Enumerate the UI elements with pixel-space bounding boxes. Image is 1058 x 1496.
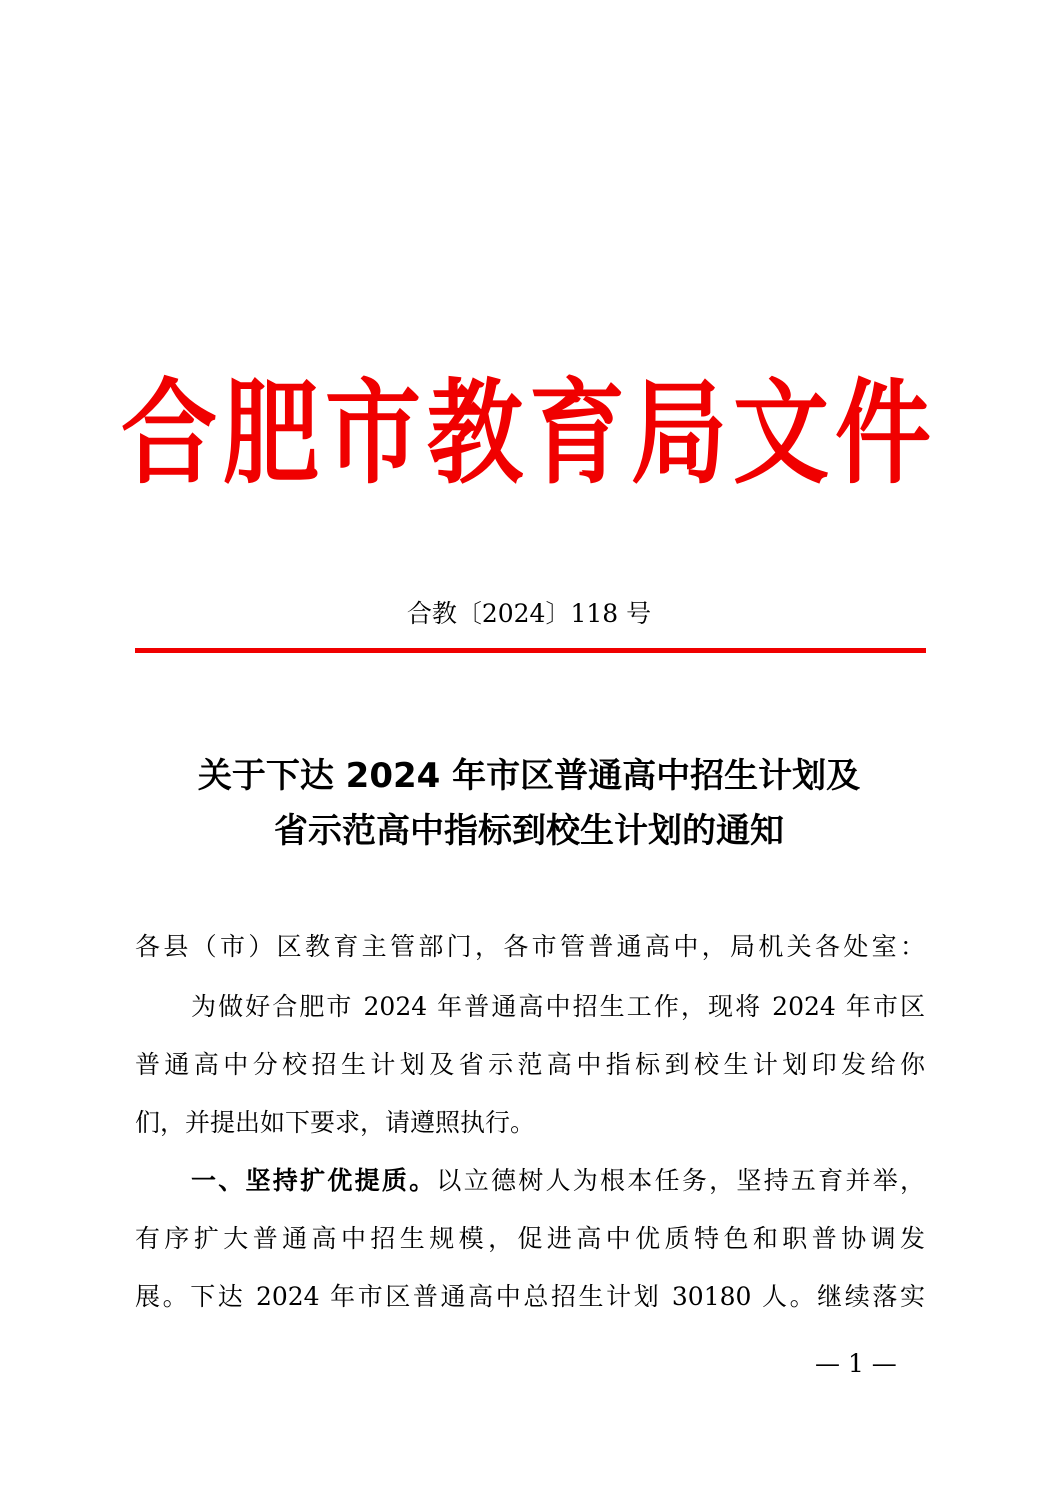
paragraph-2-line-1-text: 以立德树人为根本任务，坚持五育并举， [436, 1166, 925, 1195]
page-number: — 1 — [815, 1349, 897, 1378]
document-number: 合教〔2024〕118 号 [406, 599, 652, 628]
paragraph-1-line-3: 们，并提出如下要求，请遵照执行。 [135, 1108, 536, 1137]
paragraph-1-line-2: 普通高中分校招生计划及省示范高中指标到校生计划印发给你 [135, 1050, 925, 1079]
section-heading-1: 一、坚持扩优提质。 [191, 1166, 437, 1195]
salutation: 各县（市）区教育主管部门，各市管普通高中，局机关各处室： [135, 932, 925, 961]
red-divider-line [135, 648, 926, 653]
paragraph-2-line-3: 展。下达 2024 年市区普通高中总招生计划 30180 人。继续落实 [135, 1282, 925, 1311]
paragraph-2-line-2: 有序扩大普通高中招生规模，促进高中优质特色和职普协调发 [135, 1224, 925, 1253]
document-title-line-2: 省示范高中指标到校生计划的通知 [274, 811, 784, 851]
paragraph-2-line-1 [191, 1161, 925, 1201]
document-title-line-1: 关于下达 2024 年市区普通高中招生计划及 [197, 756, 861, 796]
paragraph-1-line-1: 为做好合肥市 2024 年普通高中招生工作，现将 2024 年市区 [191, 992, 925, 1021]
agency-masthead: 合肥市教育局文件 [121, 367, 937, 500]
